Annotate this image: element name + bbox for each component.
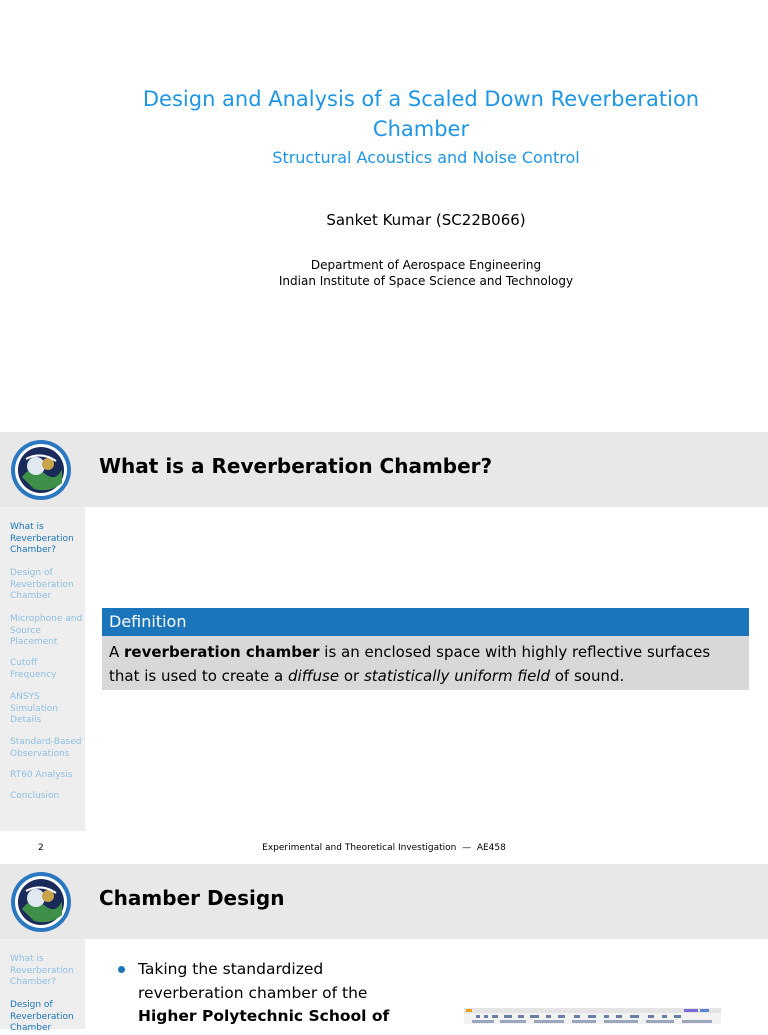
bullet-dot-icon: [118, 966, 125, 973]
sidebar-item-conclusion[interactable]: Conclusion: [10, 791, 60, 801]
presentation-title: Design and Analysis of a Scaled Down Reverberation Chamber: [142, 87, 700, 141]
page-number: 2: [38, 843, 44, 853]
bullet-bold-text: Higher Polytechnic School of: [138, 1007, 390, 1025]
sidebar-item-microphone[interactable]: Microphone and Source Placement: [10, 614, 83, 647]
software-screenshot-thumbnail: [464, 1008, 721, 1024]
definition-text: of sound.: [549, 667, 625, 685]
frame-title: What is a Reverberation Chamber?: [99, 454, 493, 478]
title-slide: [0, 0, 768, 432]
sidebar-item-design[interactable]: Design of Reverberation Chamber: [10, 1000, 74, 1033]
slide-what-is-reverberation-chamber: [0, 432, 768, 860]
definition-body: [102, 636, 749, 690]
bullet-item: [118, 958, 398, 1029]
sidebar-item-design[interactable]: Design of Reverberation Chamber: [10, 568, 74, 601]
sidebar-item-rt60[interactable]: RT60 Analysis: [10, 770, 73, 780]
slide-footer: [0, 842, 768, 860]
slide-chamber-design: [0, 864, 768, 1033]
presentation-subtitle: Structural Acoustics and Noise Control: [272, 148, 580, 167]
definition-text: or: [339, 667, 364, 685]
sidebar-item-what-is[interactable]: What is Reverberation Chamber?: [10, 522, 74, 555]
definition-heading: Definition: [102, 608, 749, 636]
bullet-text: [138, 958, 398, 1029]
affiliation: [110, 257, 742, 289]
sidebar-item-standard[interactable]: Standard-Based Observations: [10, 737, 82, 759]
sidebar-item-what-is[interactable]: What is Reverberation Chamber?: [10, 954, 74, 987]
frame-title: Chamber Design: [99, 886, 285, 910]
sidebar-item-cutoff[interactable]: Cutoff Frequency: [10, 658, 57, 680]
definition-text: is an enclosed space with highly reflective surfaces that is used to create a: [109, 643, 711, 685]
frame-header: [0, 432, 768, 507]
sidebar-item-ansys[interactable]: ANSYS Simulation Details: [10, 692, 58, 725]
department-line: Department of Aerospace Engineering: [310, 258, 542, 272]
institute-line: Indian Institute of Space Science and Technology: [278, 274, 574, 288]
definition-block: [102, 608, 749, 690]
definition-term: reverberation chamber: [124, 643, 320, 661]
institute-logo-icon: [10, 871, 72, 933]
author-name: Sanket Kumar (SC22B066): [326, 211, 526, 229]
definition-emphasis: statistically uniform field: [363, 667, 550, 685]
bullet-plain-text: Taking the standardized reverberation chamber of the: [138, 960, 368, 1002]
section-sidebar: [0, 507, 85, 831]
footer-course-text: Experimental and Theoretical Investigation — AE458: [262, 843, 506, 853]
section-sidebar: [0, 939, 85, 1033]
frame-header: [0, 864, 768, 939]
definition-emphasis: diffuse: [288, 667, 340, 685]
definition-text: A: [109, 643, 125, 661]
institute-logo-icon: [10, 439, 72, 501]
